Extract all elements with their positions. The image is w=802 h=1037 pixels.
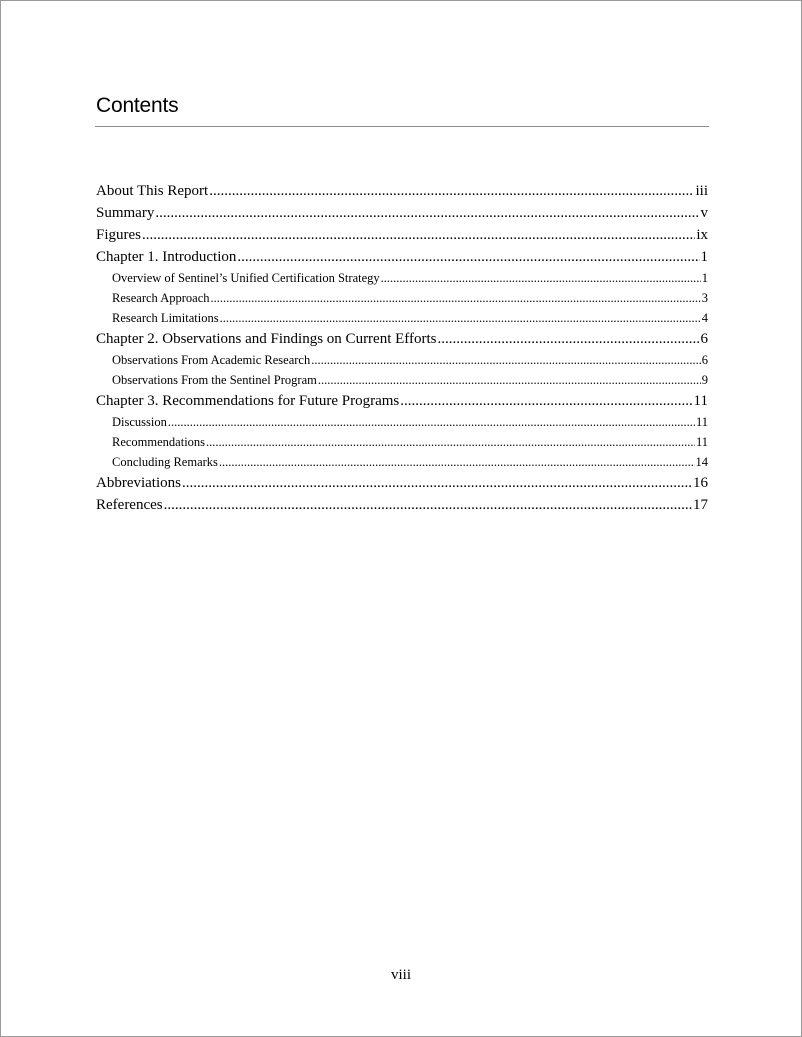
toc-entry[interactable] xyxy=(96,494,708,516)
toc-entry[interactable] xyxy=(96,370,708,390)
toc-entry-page-number[interactable]: 1 xyxy=(701,271,708,285)
toc-entry-page-number[interactable]: 9 xyxy=(701,373,708,387)
toc-dot-leader xyxy=(237,246,699,268)
toc-entry-page-number[interactable]: 6 xyxy=(701,353,708,367)
toc-entry-title[interactable]: Observations From the Sentinel Program xyxy=(112,373,317,387)
toc-entry[interactable] xyxy=(96,350,708,370)
toc-dot-leader xyxy=(142,224,695,246)
toc-entry-title[interactable]: Concluding Remarks xyxy=(112,455,218,469)
toc-entry-title[interactable]: Discussion xyxy=(112,415,167,429)
toc-entry[interactable] xyxy=(96,224,708,246)
toc-entry[interactable] xyxy=(96,472,708,494)
toc-dot-leader xyxy=(182,472,692,494)
toc-entry[interactable] xyxy=(96,412,708,432)
toc-entry[interactable] xyxy=(96,268,708,288)
toc-dot-leader xyxy=(438,328,700,350)
toc-entry-title[interactable]: References xyxy=(96,497,163,513)
toc-entry[interactable] xyxy=(96,202,708,224)
toc-entry-title[interactable]: Chapter 3. Recommendations for Future Programs xyxy=(96,393,400,409)
table-of-contents xyxy=(96,180,708,516)
toc-dot-leader xyxy=(381,268,701,288)
toc-entry-page-number[interactable]: v xyxy=(700,205,708,221)
toc-entry-title[interactable]: Research Approach xyxy=(112,291,210,305)
toc-entry-page-number[interactable]: 11 xyxy=(693,393,708,409)
page-number: viii xyxy=(390,967,411,983)
toc-entry-title[interactable]: Abbreviations xyxy=(96,475,181,491)
toc-dot-leader xyxy=(311,350,701,370)
toc-entry-page-number[interactable]: 4 xyxy=(701,311,708,325)
toc-entry[interactable] xyxy=(96,308,708,328)
toc-entry-title[interactable]: Recommendations xyxy=(112,435,206,449)
toc-dot-leader xyxy=(220,308,701,328)
toc-entry-title[interactable]: Observations From Academic Research xyxy=(112,353,311,367)
toc-dot-leader xyxy=(318,370,701,390)
toc-entry-title[interactable]: Research Limitations xyxy=(112,311,219,325)
toc-dot-leader xyxy=(206,432,695,452)
toc-entry-title[interactable]: About This Report xyxy=(96,183,209,199)
toc-entry[interactable] xyxy=(96,328,708,350)
toc-dot-leader xyxy=(155,202,699,224)
toc-entry-page-number[interactable]: 1 xyxy=(700,249,708,265)
toc-entry-title[interactable]: Chapter 2. Observations and Findings on Current Efforts xyxy=(96,331,437,347)
toc-dot-leader xyxy=(168,412,695,432)
toc-entry-page-number[interactable]: 6 xyxy=(700,331,708,347)
toc-dot-leader xyxy=(209,180,694,202)
toc-entry-page-number[interactable]: 3 xyxy=(701,291,708,305)
toc-entry[interactable] xyxy=(96,180,708,202)
contents-heading: Contents xyxy=(96,94,179,117)
toc-dot-leader xyxy=(211,288,701,308)
toc-dot-leader xyxy=(400,390,692,412)
toc-dot-leader xyxy=(219,452,695,472)
toc-entry-title[interactable]: Summary xyxy=(96,205,155,221)
toc-entry-page-number[interactable]: iii xyxy=(695,183,708,199)
toc-entry-page-number[interactable]: 11 xyxy=(695,435,708,449)
toc-entry-page-number[interactable]: 14 xyxy=(695,455,708,469)
toc-entry-title[interactable]: Figures xyxy=(96,227,141,243)
toc-entry-page-number[interactable]: 16 xyxy=(693,475,708,491)
toc-entry[interactable] xyxy=(96,288,708,308)
heading-rule xyxy=(95,126,709,127)
toc-entry-title[interactable]: Chapter 1. Introduction xyxy=(96,249,237,265)
toc-entry-title[interactable]: Overview of Sentinel’s Unified Certification Strategy xyxy=(112,271,380,285)
toc-entry[interactable] xyxy=(96,390,708,412)
toc-entry-page-number[interactable]: ix xyxy=(696,227,708,243)
toc-entry[interactable] xyxy=(96,452,708,472)
toc-entry[interactable] xyxy=(96,432,708,452)
toc-entry[interactable] xyxy=(96,246,708,268)
toc-entry-page-number[interactable]: 17 xyxy=(693,497,708,513)
toc-entry-page-number[interactable]: 11 xyxy=(695,415,708,429)
toc-dot-leader xyxy=(164,494,692,516)
